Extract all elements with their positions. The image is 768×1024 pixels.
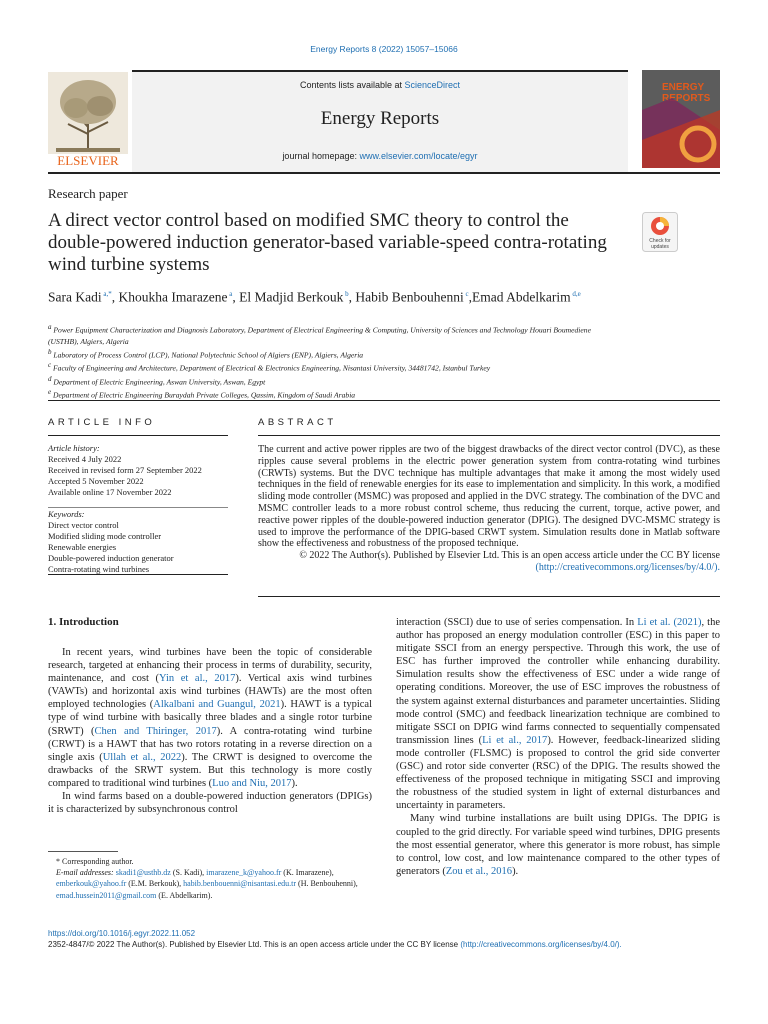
email-link[interactable]: imarazene_k@yahoo.fr (206, 868, 282, 878)
history-line: Accepted 5 November 2022 (48, 476, 144, 486)
citation-link[interactable]: Li et al. (2021) (637, 617, 702, 628)
keyword-item: Contra-rotating wind turbines (48, 564, 150, 574)
email-addresses: E-mail addresses: skadi1@usthb.dz (S. Kadi), imarazene_k@yahoo.fr (K. Imarazene), emberkouk@yahoo.fr (E.M. Berkouk), habib.benbouenni@nisantasi.edu.tr (H. Benbouhenni), emad.hussein2011@gmail.com (E. Abdelkarim). (56, 868, 358, 900)
paragraph (396, 812, 720, 877)
sciencedirect-link[interactable]: ScienceDirect (404, 80, 461, 90)
text-run: , the author has proposed an energy modulation controller (ESC) in this paper to mitigate SSCI from an energy perspective. Through this work, the use of ESC has further improved the controller while enhancing durability. Simulation results show the effectiveness of ESC under a wide range of operating conditions. Moreover, the use of ESC improves the robustness of the system against external disturbances and parameter uncertainties. Sliding mode control (SMC) and feedback linearization technique are combined to mitigate SSCI on DPIG wind farms connected to sequentially compensated transmission lines ( (396, 617, 720, 746)
history-line: Available online 17 November 2022 (48, 487, 172, 497)
author-affiliation-marker[interactable]: d,e (570, 290, 581, 298)
author-affiliation-marker[interactable]: a (227, 290, 233, 298)
text-run: Many wind turbine installations are built using DPIGs. The DPIG is coupled to the grid directly. For variable speed wind turbines, DPIG presents the most essential generator, where this generator is more robust, has simple to control, low cost, and low maintenance compared to the other types of generators ( (396, 813, 720, 877)
text-run: ). Vertical axis wind turbines (VAWTs) and horizontal axis wind turbines (HAWTs) are the most often employed technologies ( (48, 673, 373, 711)
affiliation-marker: d (48, 374, 52, 383)
svg-text:Check for: Check for (649, 238, 671, 244)
email-link[interactable]: emberkouk@yahoo.fr (56, 879, 127, 889)
text-run: ). HAWT is a typical type of wind turbine with basically three blades and a single rotor turbine (SRWT) ( (48, 699, 372, 737)
keywords: Keywords: Direct vector control Modified sliding mode controller Renewable energies Double-powered induction generator Contra-rotating wind turbines (48, 507, 228, 575)
author-name[interactable]: El Madjid Berkouk (239, 289, 344, 305)
abstract-body: The current and active power ripples are two of the biggest drawbacks of the direct vector control (DVC), as these ripples cause several problems in the electric power generation system from contra-rotating wind turbines (CRWTs) systems. But the DVC technique has multiple advantages that make it among the most widely used techniques in the field of renewable energies for its ease to implementation and simplicity. In this work, a modified sliding mode controller (MSMC) was proposed and applied in the DVC strategy. The combination of the DVC and MSMC controller leads to a more robust control scheme, thus reducing the current, torque, active power, and reactive power ripples of the double-powered induction generator (DPIG). The designed DVC-MSMC strategy is used to improve the performance of the DPIG-based CRWT system. Simulation results done in Matlab software show the effectiveness and robustness of the proposed technique. © 2022 The Author(s). Published by Elsevier Ltd. This is an open access article under the CC BY license (http://creativecommons.org/licenses/by/4.0/). (258, 444, 720, 573)
divider (258, 596, 720, 597)
author-affiliation-marker[interactable]: a,* (101, 290, 112, 298)
article-type: Research paper (48, 186, 128, 201)
affiliation-text: Power Equipment Characterization and Diagnosis Laboratory, Department of Electrical Engineering & Computing, University of Sciences and Technology Houari Boumediene (USTHB), Algiers, Algeria (48, 325, 591, 346)
affiliation-marker: c (48, 361, 52, 370)
check-for-updates-badge[interactable] (642, 212, 678, 252)
citation-link[interactable]: Yin et al., 2017 (159, 673, 236, 685)
author-name[interactable]: Khoukha Imarazene (118, 289, 228, 305)
keyword-item: Modified sliding mode controller (48, 531, 162, 541)
affiliations (48, 322, 608, 401)
email-link[interactable]: habib.benbouenni@nisantasi.edu.tr (183, 879, 297, 889)
affiliation-text: Laboratory of Process Control (LCP), National Polytechnic School of Algiers (ENP), Algiers, Algeria (51, 350, 364, 360)
affiliation-marker: a (48, 323, 52, 331)
email-owner: (K. Imarazene), (281, 868, 334, 878)
license-link[interactable]: (http://creativecommons.org/licenses/by/4.0/). (535, 561, 720, 573)
text-run: ). (291, 777, 298, 789)
affiliation-marker: e (48, 388, 52, 397)
paragraph: In wind farms based on a double-powered induction generators (DPIGs) it is characterized by subsynchronous control (48, 791, 372, 816)
issn-line: 2352-4847/© 2022 The Author(s). Published by Elsevier Ltd. This is an open access article under the CC BY license (http://creativecommons.org/licenses/by/4.0/). (48, 940, 622, 949)
citation-link[interactable]: Luo and Niu, 2017 (212, 777, 292, 789)
abstract-heading: ABSTRACT (258, 417, 337, 428)
author-affiliation-marker[interactable]: c (463, 290, 469, 298)
affiliation-item (48, 322, 608, 347)
journal-homepage-link[interactable]: www.elsevier.com/locate/egyr (359, 151, 478, 161)
article-history: Article history: Received 4 July 2022 Received in revised form 27 September 2022 Accepted 5 November 2022 Available online 17 November 2022 (48, 443, 228, 498)
email-owner: (E. Abdelkarim). (156, 890, 213, 900)
text-run: ). However, feedback-linearized sliding mode controller (FLSMC) is proposed to control the grid side converter (GSC) and rotor side converter (RSC) of the DPIG. The results showed the effectiveness of the proposed technique in mitigating SSCI and improving the robustness of the studied system in light of external disturbances and uncertainty in parameters. (396, 734, 720, 812)
copyright-line: © 2022 The Author(s). Published by Elsevier Ltd. This is an open access article under the CC BY license (http://creativecommons.org/licenses/by/4.0/). (299, 550, 720, 573)
body-column-left (48, 646, 372, 816)
divider (48, 435, 228, 436)
crossmark-icon (642, 212, 678, 252)
email-owner: (E.M. Berkouk), (126, 879, 184, 889)
journal-reference-link[interactable]: Energy Reports 8 (2022) 15057–15066 (310, 44, 458, 54)
doi-link[interactable]: https://doi.org/10.1016/j.egyr.2022.11.052 (48, 929, 196, 938)
cover-title: ENERGY REPORTS (662, 82, 711, 104)
journal-title: Energy Reports (320, 108, 440, 129)
svg-text:updates: updates (651, 244, 669, 250)
affiliation-text: Faculty of Engineering and Architecture, Department of Electrical & Electronics Engineering, Nisantasi University, 34481742, Istanbul Turkey (51, 363, 491, 373)
svg-text:ELSEVIER: ELSEVIER (57, 153, 119, 168)
body-column-right (396, 616, 720, 878)
email-owner: (S. Kadi), (170, 868, 207, 878)
issn-license-link[interactable]: (http://creativecommons.org/licenses/by/4.0/). (460, 940, 622, 949)
author-name[interactable]: Sara Kadi (48, 289, 102, 305)
affiliation-item (48, 387, 608, 401)
journal-cover-image[interactable] (642, 70, 720, 168)
affiliation-item (48, 347, 608, 361)
keyword-item: Direct vector control (48, 520, 119, 530)
affiliation-marker: b (48, 347, 52, 356)
elsevier-logo (48, 72, 128, 168)
journal-reference[interactable] (0, 44, 768, 54)
footnote-rule (48, 851, 118, 852)
divider (48, 574, 228, 575)
keyword-item: Double-powered induction generator (48, 553, 174, 563)
header-bottom-rule (48, 172, 720, 174)
paragraph (48, 646, 372, 790)
citation-link[interactable]: Ullah et al., 2022 (102, 751, 182, 763)
text-run: ). A contra-rotating wind turbine (CRWT) is a HAWT that has two rotors rotating in a reverse direction on a single axis ( (48, 725, 372, 763)
affiliation-text: Department of Electric Engineering, Aswan University, Aswan, Egypt (51, 377, 266, 387)
elsevier-tree-icon (48, 72, 128, 168)
article-info-heading: ARTICLE INFO (48, 417, 156, 428)
journal-homepage: journal homepage: www.elsevier.com/locate/egyr (282, 151, 478, 161)
doi-block (48, 928, 720, 950)
paper-title: A direct vector control based on modified SMC theory to control the double-powered induction generator-based variable-speed contra-rotating wind turbine systems (48, 210, 607, 275)
divider (258, 435, 720, 436)
affiliation-item (48, 360, 608, 374)
paragraph (396, 616, 720, 812)
text-run: ). The CRWT is designed to overcome the drawbacks of the SRWT system. But this technology is more costly compared to traditional wind turbines ( (48, 751, 372, 789)
affiliation-item (48, 374, 608, 388)
affiliation-text: Department of Electric Engineering Buraydah Private Colleges, Qassim, Kingdom of Saudi Arabia (51, 390, 356, 400)
text-run: ). (512, 865, 519, 877)
history-line: Received 4 July 2022 (48, 454, 122, 464)
contents-line: Contents lists available at ScienceDirect (299, 80, 461, 90)
author-name[interactable]: Habib Benbouhenni (355, 289, 464, 305)
citation-link[interactable]: Li et al., 2017 (482, 734, 548, 746)
text-run: In recent years, wind turbines have been the topic of considerable research, targeted at enhancing their process in terms of durability, security, maintenance, and cost ( (48, 647, 372, 685)
cover-art-icon (642, 70, 720, 168)
text-run: interaction (SSCI) due to use of series compensation. In (396, 617, 638, 628)
keyword-item: Renewable energies (48, 542, 117, 552)
email-link[interactable]: skadi1@usthb.dz (115, 868, 171, 878)
corresponding-author-note: Corresponding author. (62, 857, 134, 866)
footnotes: * Corresponding author. E-mail addresses: skadi1@usthb.dz (S. Kadi), imarazene_k@yahoo.fr (K. Imarazene), emberkouk@yahoo.fr (E.M. Berkouk), habib.benbouenni@nisantasi.edu.tr (H. Benbouhenni), emad.hussein2011@gmail.com (E. Abdelkarim). (48, 856, 372, 901)
author-list: Sara Kadi $^{a,*}$, Khoukha Imarazene $^a$, El Madjid Berkouk $^b$, Habib Benbouhenni $^c$,Emad Abdelkarim $^{d,e}$ (48, 289, 581, 305)
section-heading-introduction: 1. Introduction (48, 616, 119, 628)
citation-link[interactable]: Alkalbani and Guangul, 2021 (153, 699, 281, 711)
author-affiliation-marker[interactable]: b (343, 290, 349, 298)
divider (48, 400, 720, 401)
email-link[interactable]: emad.hussein2011@gmail.com (56, 890, 157, 900)
citation-link[interactable]: Chen and Thiringer, 2017 (94, 725, 217, 737)
author-name[interactable]: Emad Abdelkarim (472, 289, 571, 305)
history-line: Received in revised form 27 September 2022 (48, 465, 202, 475)
citation-link[interactable]: Zou et al., 2016 (445, 865, 513, 877)
email-owner: (H. Benbouhenni), (296, 879, 358, 889)
